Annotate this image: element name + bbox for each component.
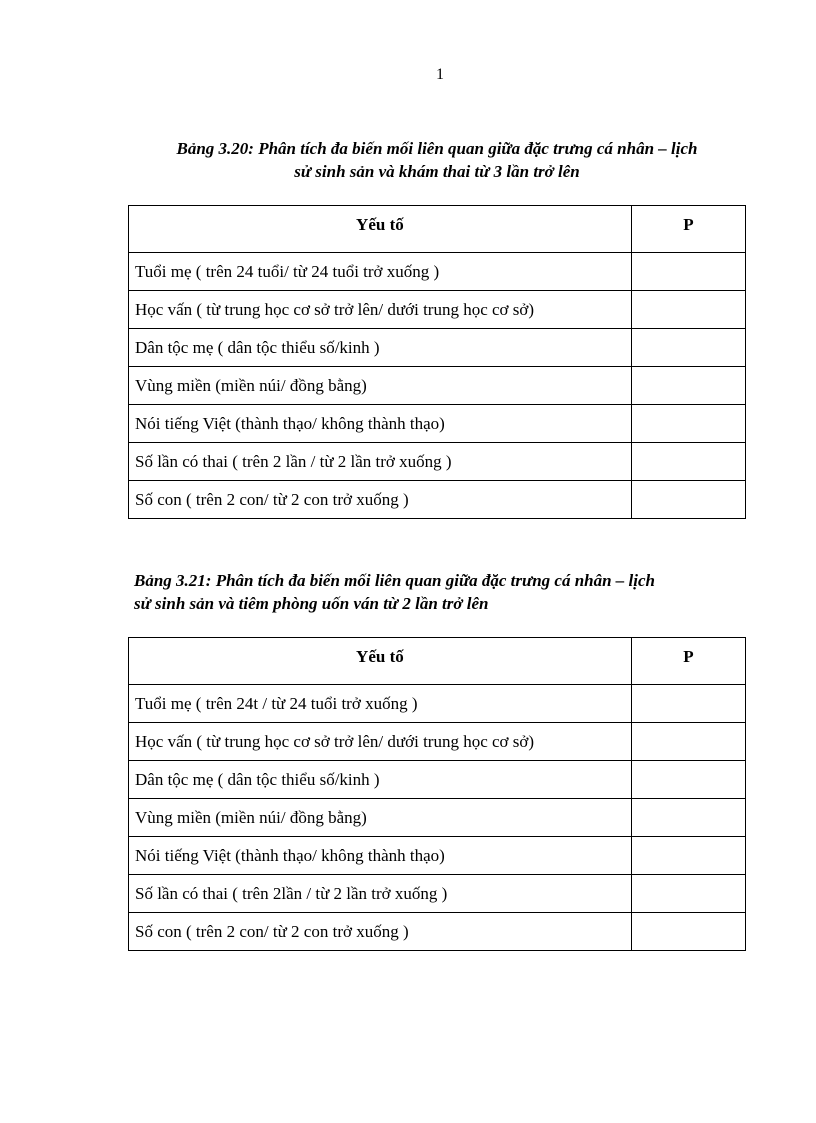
table-row xyxy=(129,329,746,367)
table-header-row xyxy=(129,206,746,253)
factor-cell: Vùng miền (miền núi/ đồng bằng) xyxy=(129,799,632,837)
p-value-cell xyxy=(631,405,745,443)
factor-cell: Tuổi mẹ ( trên 24 tuổi/ từ 24 tuổi trở xuống ) xyxy=(129,253,632,291)
header-p: P xyxy=(631,638,745,685)
caption-line-1: Bảng 3.21: Phân tích đa biến mối liên quan giữa đặc trưng cá nhân – lịch xyxy=(134,571,656,590)
header-factor: Yếu tố xyxy=(129,206,632,253)
factor-cell: Học vấn ( từ trung học cơ sở trở lên/ dưới trung học cơ sở) xyxy=(129,291,632,329)
p-value-cell xyxy=(631,761,745,799)
table-row xyxy=(129,837,746,875)
table-row xyxy=(129,875,746,913)
caption-line-1: Bảng 3.20: Phân tích đa biến mối liên quan giữa đặc trưng cá nhân – lịch xyxy=(176,139,698,158)
p-value-cell xyxy=(631,875,745,913)
p-value-cell xyxy=(631,291,745,329)
p-value-cell xyxy=(631,837,745,875)
table-row xyxy=(129,367,746,405)
factor-cell: Số con ( trên 2 con/ từ 2 con trở xuống ) xyxy=(129,481,632,519)
factor-cell: Dân tộc mẹ ( dân tộc thiểu số/kinh ) xyxy=(129,329,632,367)
factor-cell: Dân tộc mẹ ( dân tộc thiểu số/kinh ) xyxy=(129,761,632,799)
p-value-cell xyxy=(631,799,745,837)
p-value-cell xyxy=(631,481,745,519)
table-header-row xyxy=(129,638,746,685)
factor-cell: Số con ( trên 2 con/ từ 2 con trở xuống ) xyxy=(129,913,632,951)
factor-cell: Nói tiếng Việt (thành thạo/ không thành thạo) xyxy=(129,405,632,443)
p-value-cell xyxy=(631,329,745,367)
p-value-cell xyxy=(631,443,745,481)
table-row xyxy=(129,443,746,481)
table-caption-3-21 xyxy=(134,569,748,615)
factor-table-3-21 xyxy=(128,637,746,951)
table-row xyxy=(129,481,746,519)
table-row xyxy=(129,253,746,291)
table-row xyxy=(129,291,746,329)
p-value-cell xyxy=(631,913,745,951)
header-factor: Yếu tố xyxy=(129,638,632,685)
p-value-cell xyxy=(631,253,745,291)
table-row xyxy=(129,405,746,443)
p-value-cell xyxy=(631,367,745,405)
table-row xyxy=(129,761,746,799)
table-row xyxy=(129,799,746,837)
factor-table-3-20 xyxy=(128,205,746,519)
caption-line-2: sử sinh sản và tiêm phòng uốn ván từ 2 lần trở lên xyxy=(134,594,489,613)
factor-cell: Vùng miền (miền núi/ đồng bằng) xyxy=(129,367,632,405)
table-caption-3-20 xyxy=(130,137,744,183)
page-number: 1 xyxy=(436,66,444,83)
factor-cell: Tuổi mẹ ( trên 24t / từ 24 tuổi trở xuống ) xyxy=(129,685,632,723)
table-row xyxy=(129,723,746,761)
factor-cell: Số lần có thai ( trên 2lần / từ 2 lần trở xuống ) xyxy=(129,875,632,913)
table-row xyxy=(129,685,746,723)
caption-line-2: sử sinh sản và khám thai từ 3 lần trở lên xyxy=(294,162,580,181)
p-value-cell xyxy=(631,685,745,723)
p-value-cell xyxy=(631,723,745,761)
table-row xyxy=(129,913,746,951)
factor-cell: Số lần có thai ( trên 2 lần / từ 2 lần trở xuống ) xyxy=(129,443,632,481)
header-p: P xyxy=(631,206,745,253)
factor-cell: Nói tiếng Việt (thành thạo/ không thành thạo) xyxy=(129,837,632,875)
factor-cell: Học vấn ( từ trung học cơ sở trở lên/ dưới trung học cơ sở) xyxy=(129,723,632,761)
